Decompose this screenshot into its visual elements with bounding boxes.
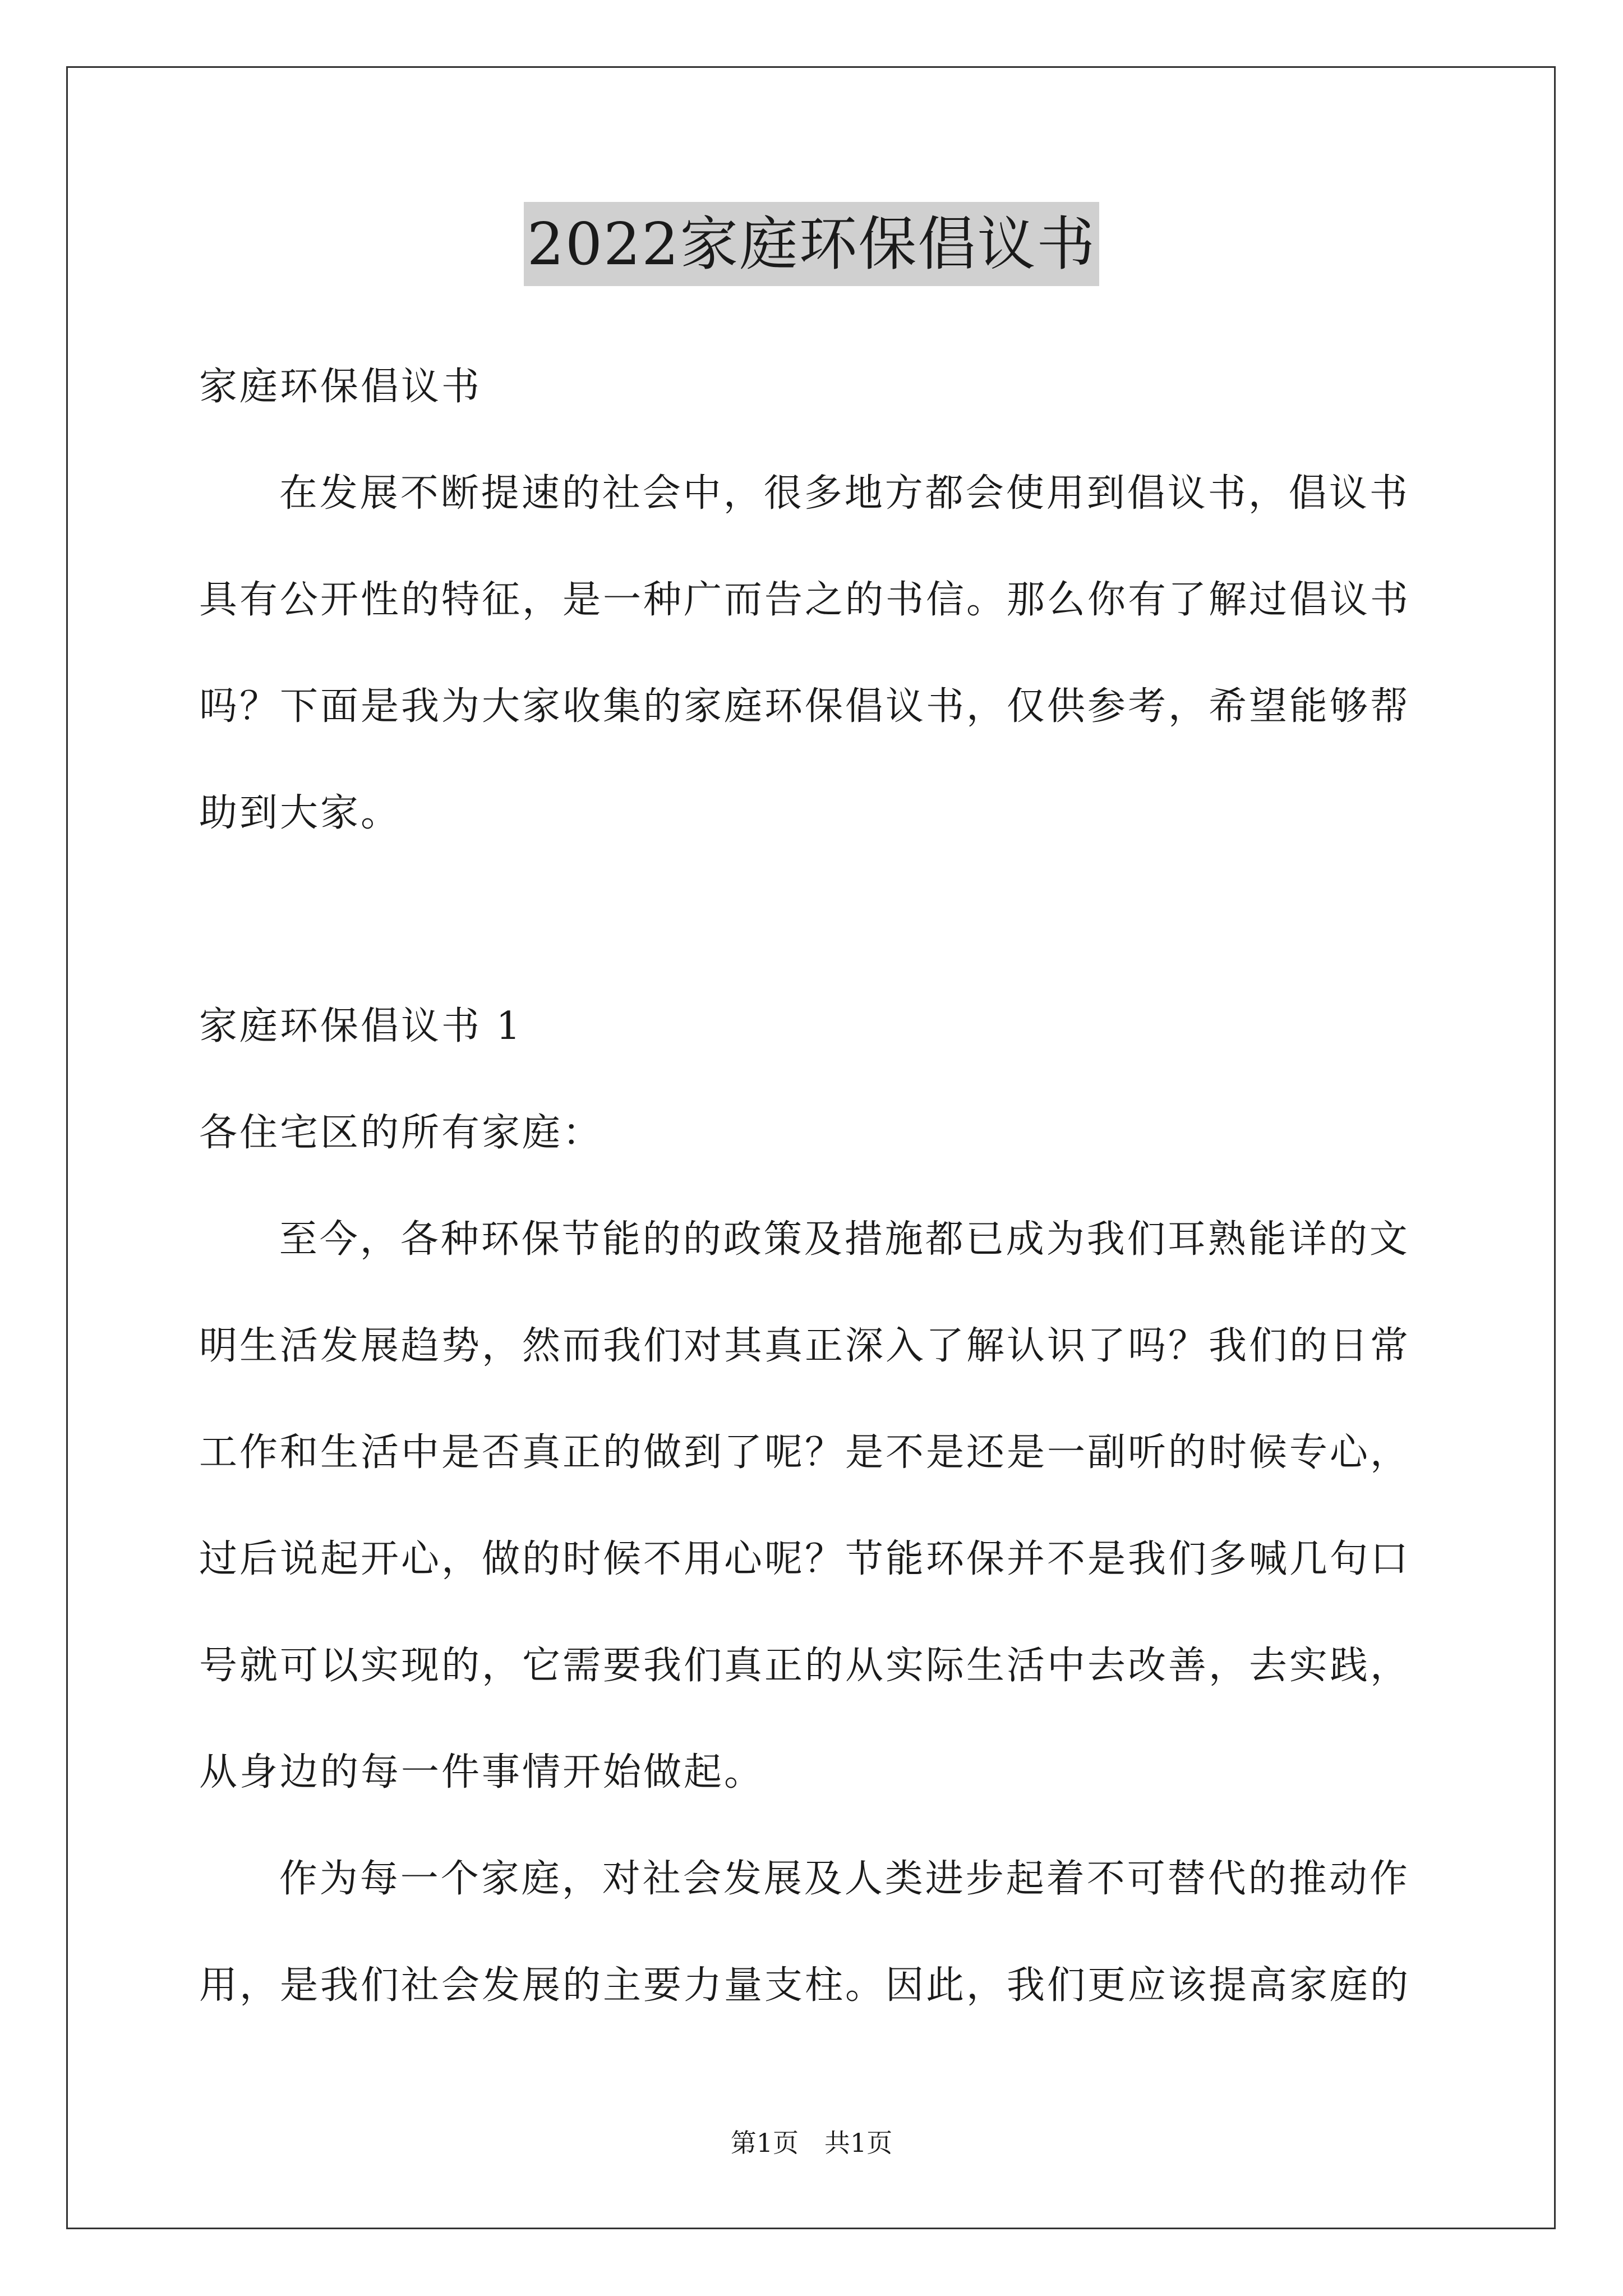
document-title-text: 2022家庭环保倡议书: [524, 202, 1100, 286]
salutation: 各住宅区的所有家庭：: [199, 1111, 603, 1155]
page-footer: 第1页 共1页: [730, 2128, 893, 2158]
section-spacer: [199, 867, 1427, 973]
document-body: [199, 334, 1427, 2039]
section-heading: 家庭环保倡议书 1: [199, 1004, 523, 1048]
body-paragraph-1: 至今，各种环保节能的的政策及措施都已成为我们耳熟能详的文明生活发展趋势，然而我们对其真正深入了解认识了吗？我们的日常工作和生活中是否真正的做到了呢？是不是还是一副听的时候专心，过后说起开心，做的时候不用心呢？节能环保并不是我们多喊几句口号就可以实现的，它需要我们真正的从实际生活中去改善，去实践，从身边的每一件事情开始做起。: [199, 1217, 1411, 1795]
body-paragraph-2: 作为每一个家庭，对社会发展及人类进步起着不可替代的推动作用，是我们社会发展的主要力量支柱。因此，我们更应该提高家庭的: [199, 1857, 1411, 2008]
document-subtitle: 家庭环保倡议书: [199, 365, 482, 409]
intro-paragraph: 在发展不断提速的社会中，很多地方都会使用到倡议书，倡议书具有公开性的特征，是一种广而告之的书信。那么你有了解过倡议书吗？下面是我为大家收集的家庭环保倡议书，仅供参考，希望能够帮助到大家。: [199, 471, 1411, 835]
document-title: [0, 202, 1623, 286]
